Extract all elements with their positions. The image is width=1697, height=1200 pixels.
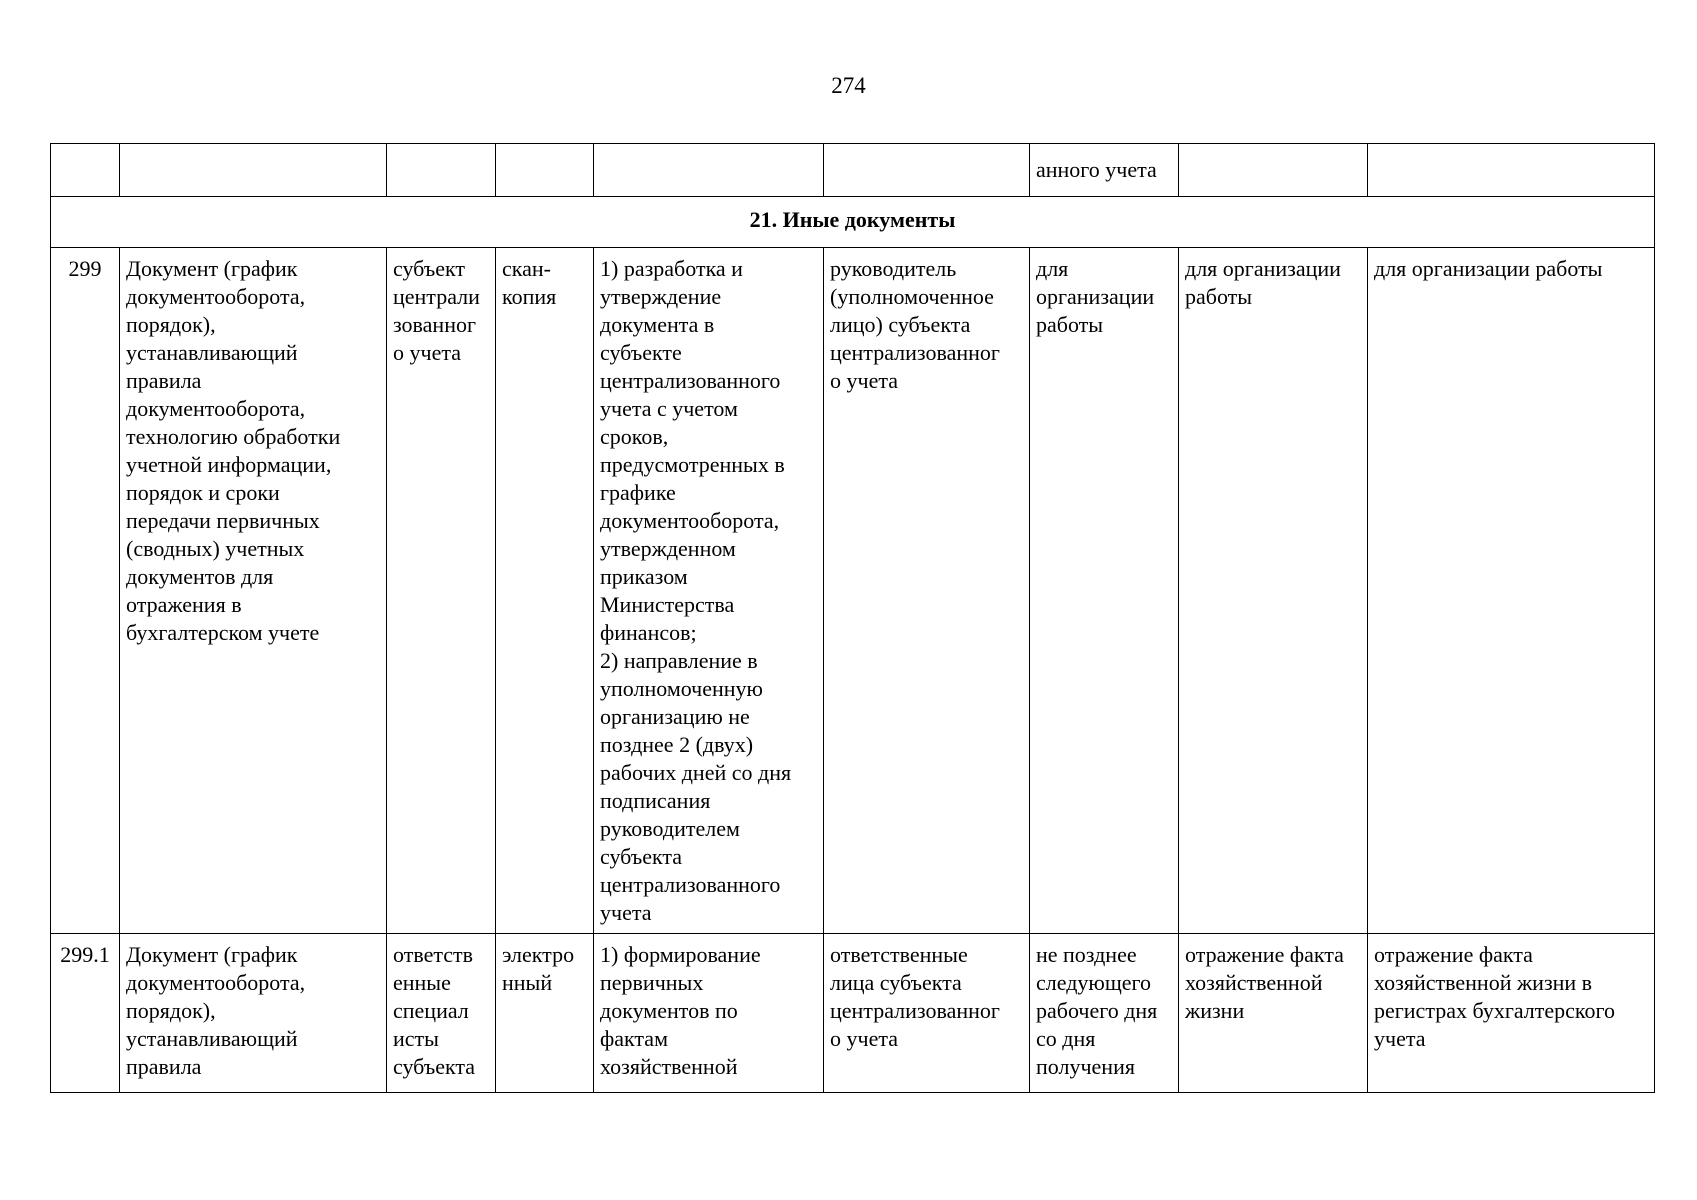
deadline-cell: [1030, 248, 1179, 934]
format-cell: [496, 248, 594, 934]
cell-text-line: графике: [600, 480, 676, 505]
action-cell: [594, 934, 824, 1093]
cell-text-line: правила: [126, 368, 202, 393]
cell-text-line: ответств: [393, 942, 473, 967]
cell-text-line: работы: [1185, 284, 1253, 309]
cell-text-line: нный: [502, 970, 553, 995]
cell-text-line: утверждение: [600, 284, 722, 309]
cell-text-line: субъекте: [600, 340, 682, 365]
row-number: 299.1: [51, 934, 120, 1093]
cell-text-line: скан-: [502, 256, 551, 281]
cell-text-line: утвержденном: [600, 536, 736, 561]
cell-text-line: организацию не: [600, 704, 750, 729]
cell-text-line: документов по: [600, 998, 738, 1023]
table-cell: [1368, 144, 1655, 197]
cell-text-line: руководитель: [830, 256, 957, 281]
cell-text-line: лицо) субъекта: [830, 312, 971, 337]
cell-text-line: отражения в: [126, 592, 242, 617]
cell-text-line: Документ (график: [126, 942, 298, 967]
cell-text-line: порядок),: [126, 998, 216, 1023]
cell-text-line: предусмотренных в: [600, 452, 785, 477]
cell-text-line: рабочих дней со дня: [600, 760, 792, 785]
table-cell: [1179, 144, 1368, 197]
cell-text-line: учета: [600, 900, 652, 925]
cell-text-line: сроков,: [600, 424, 669, 449]
table-row: [51, 934, 1655, 1093]
creator-cell: [387, 248, 496, 934]
format-cell: [496, 934, 594, 1093]
document-name-cell: [120, 248, 387, 934]
cell-text-line: копия: [502, 284, 557, 309]
cell-text-line: правила: [126, 1054, 202, 1079]
cell-text-line: Документ (график: [126, 256, 298, 281]
cell-text-line: зованног: [393, 312, 476, 337]
table-cell: [51, 144, 120, 197]
cell-text-line: порядок и сроки: [126, 480, 280, 505]
cell-text-line: регистрах бухгалтерского: [1374, 998, 1615, 1023]
responsible-cell: [824, 934, 1030, 1093]
cell-text-line: централизованног: [830, 998, 1000, 1023]
cell-text-line: со дня: [1036, 1026, 1096, 1051]
cell-text-line: учета с учетом: [600, 396, 738, 421]
cell-text-line: енные: [393, 970, 451, 995]
cell-text-line: учета: [1374, 1026, 1426, 1051]
purpose-cell: [1179, 248, 1368, 934]
cell-text-line: документа в: [600, 312, 715, 337]
table-cell: [594, 144, 824, 197]
cell-text-line: централи: [393, 284, 480, 309]
table-cell: [120, 144, 387, 197]
cell-text-line: уполномоченную: [600, 676, 763, 701]
table-row: [51, 248, 1655, 934]
cell-text-line: отражение факта: [1185, 942, 1344, 967]
cell-text-line: документооборота,: [126, 284, 306, 309]
cell-text-line: хозяйственной жизни в: [1374, 970, 1593, 995]
result-cell: [1368, 934, 1655, 1093]
cell-text-line: (уполномоченное: [830, 284, 994, 309]
cell-text-line: документооборота,: [126, 396, 306, 421]
cell-text-line: для организации: [1185, 256, 1341, 281]
cell-text-line: 2) направление в: [600, 648, 758, 673]
cell-text-line: финансов;: [600, 620, 697, 645]
cell-text-line: специал: [393, 998, 469, 1023]
cell-text-line: субъекта: [393, 1054, 476, 1079]
cell-text-line: о учета: [830, 1026, 898, 1051]
cell-text-line: для: [1036, 256, 1069, 281]
cell-text-line: централизованног: [830, 340, 1000, 365]
cell-text-line: следующего: [1036, 970, 1152, 995]
cell-text-line: фактам: [600, 1026, 668, 1051]
creator-cell: [387, 934, 496, 1093]
purpose-cell: [1179, 934, 1368, 1093]
document-table: [50, 143, 1655, 1093]
cell-text-line: исты: [393, 1026, 439, 1051]
cell-text-line: для организации работы: [1374, 256, 1603, 281]
cell-text-line: электро: [502, 942, 575, 967]
action-cell: [594, 248, 824, 934]
cell-text-line: о учета: [830, 368, 898, 393]
cell-text-line: не позднее: [1036, 942, 1137, 967]
section-title: 21. Иные документы: [51, 197, 1655, 248]
cell-text-line: лица субъекта: [830, 970, 962, 995]
cell-text-line: устанавливающий: [126, 340, 298, 365]
responsible-cell: [824, 248, 1030, 934]
table-cell: анного учета: [1030, 144, 1179, 197]
cell-text-line: централизованного: [600, 368, 781, 393]
cell-text-line: порядок),: [126, 312, 216, 337]
section-header-row: [51, 197, 1655, 248]
cell-text-line: позднее 2 (двух): [600, 732, 754, 757]
cell-text-line: приказом: [600, 564, 688, 589]
cell-text-line: рабочего дня: [1036, 998, 1158, 1023]
cell-text-line: бухгалтерском учете: [126, 620, 320, 645]
cell-text-line: документооборота,: [600, 508, 780, 533]
cell-text-line: субъекта: [600, 844, 683, 869]
cell-text-line: ответственные: [830, 942, 968, 967]
cell-text-line: отражение факта: [1374, 942, 1533, 967]
cell-text-line: централизованного: [600, 872, 781, 897]
row-number: 299: [51, 248, 120, 934]
cell-text-line: хозяйственной: [1185, 970, 1323, 995]
cell-text-line: субъект: [393, 256, 465, 281]
page-number: 274: [831, 73, 866, 98]
cell-text-line: передачи первичных: [126, 508, 320, 533]
cell-text-line: 1) формирование: [600, 942, 761, 967]
cell-text-line: получения: [1036, 1054, 1135, 1079]
cell-text-line: документооборота,: [126, 970, 306, 995]
cell-text-line: технологию обработки: [126, 424, 341, 449]
table-cell: [824, 144, 1030, 197]
continuation-row: [51, 144, 1655, 197]
cell-text-line: о учета: [393, 340, 461, 365]
cell-text-line: документов для: [126, 564, 274, 589]
document-name-cell: [120, 934, 387, 1093]
cell-text-line: руководителем: [600, 816, 740, 841]
cell-text-line: 1) разработка и: [600, 256, 743, 281]
cell-text-line: работы: [1036, 312, 1104, 337]
cell-text-line: жизни: [1185, 998, 1245, 1023]
table-cell: [387, 144, 496, 197]
table-cell: [496, 144, 594, 197]
cell-text-line: устанавливающий: [126, 1026, 298, 1051]
cell-text-line: Министерства: [600, 592, 735, 617]
cell-text-line: хозяйственной: [600, 1054, 738, 1079]
cell-text-line: учетной информации,: [126, 452, 332, 477]
cell-text-line: организации: [1036, 284, 1155, 309]
deadline-cell: [1030, 934, 1179, 1093]
result-cell: [1368, 248, 1655, 934]
cell-text-line: первичных: [600, 970, 704, 995]
cell-text-line: подписания: [600, 788, 711, 813]
cell-text-line: (сводных) учетных: [126, 536, 305, 561]
